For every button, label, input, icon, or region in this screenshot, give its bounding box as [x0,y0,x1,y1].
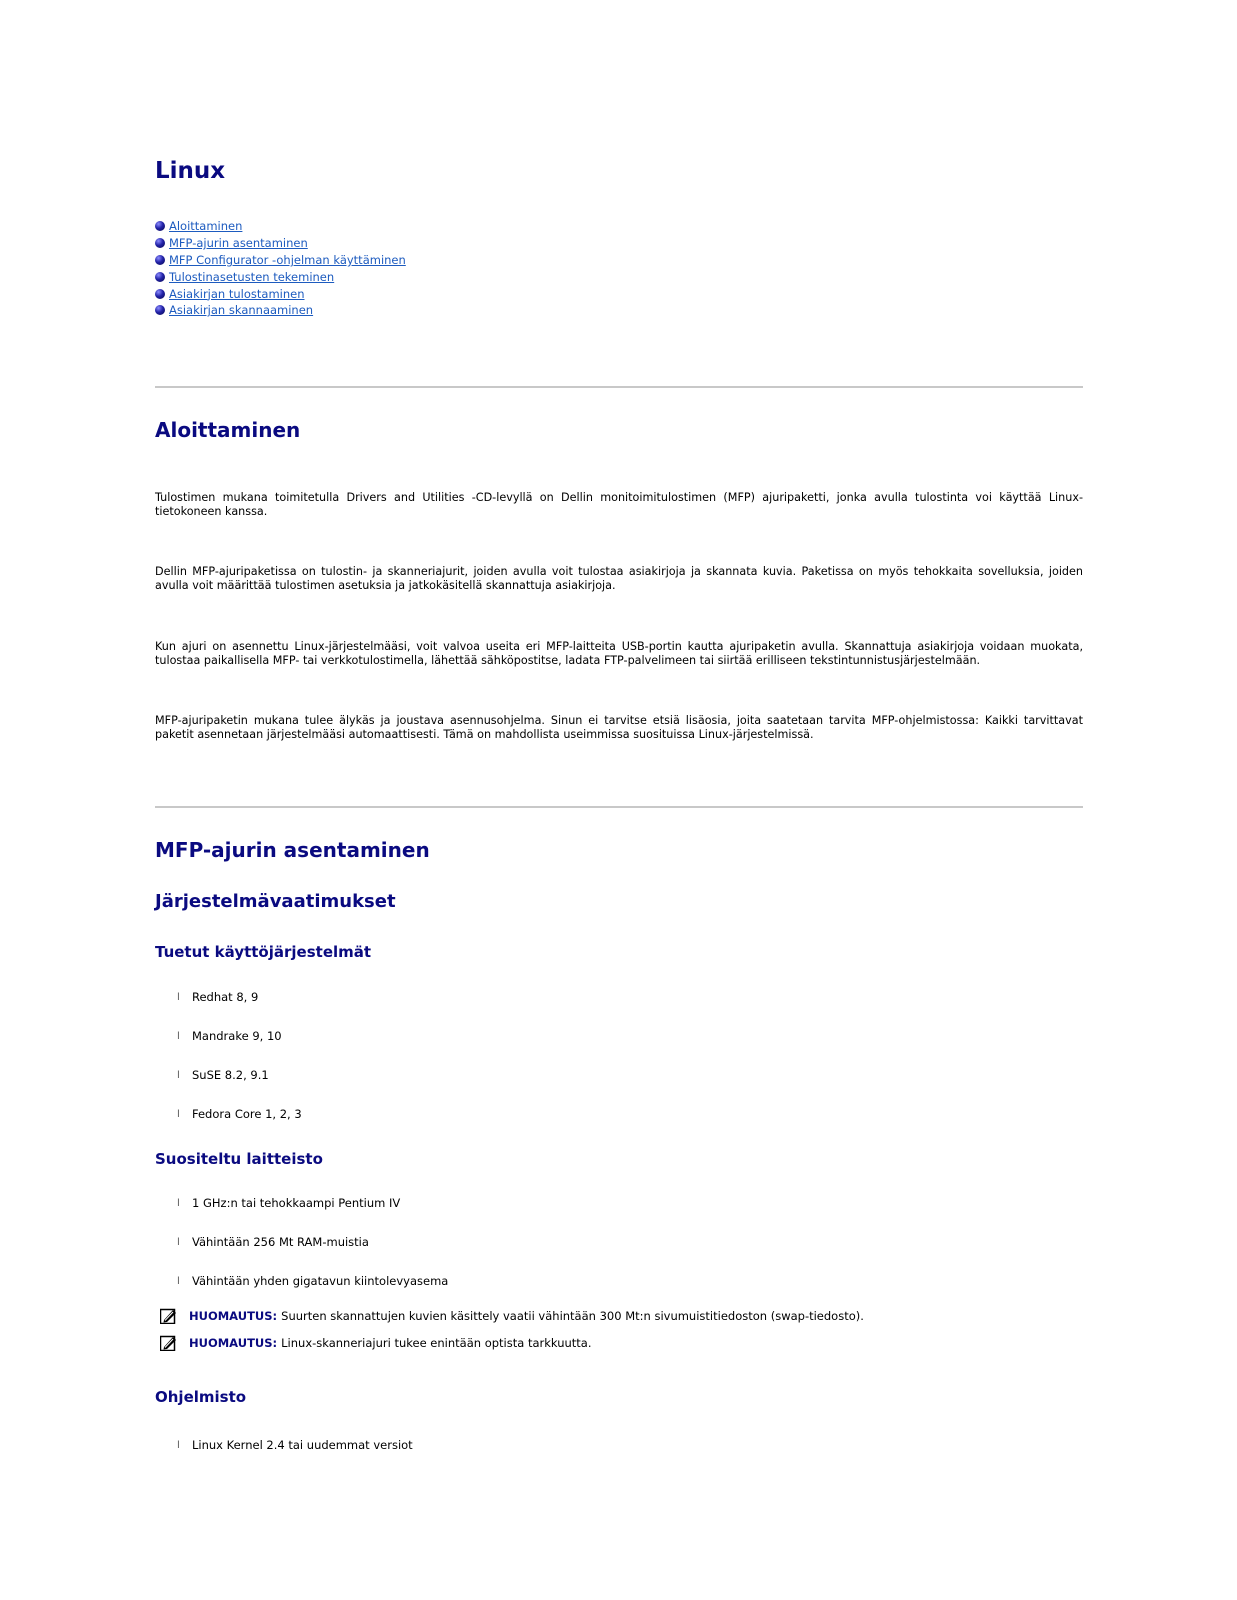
list-item: l Linux Kernel 2.4 tai uudemmat versiot [177,1438,413,1452]
toc-link-asiakirjan-skannaaminen[interactable]: Asiakirjan skannaaminen [169,303,314,318]
list-marker: l [177,1236,180,1248]
paragraph: Kun ajuri on asennettu Linux-järjestelmääsi, voit valvoa useita eri MFP-laitteita USB-portin kautta ajuripaketin avulla. Skannattuja asiakirjoja voidaan muokata, tulostaa paikallisella MFP- tai verkkotulostimella, lähettää sähköpostitse, ladata FTP-palvelimeen tai siirtää erilliseen tekstintunnistusjärjestelmään. [155,640,1083,667]
toc-link-aloittaminen[interactable]: Aloittaminen [169,219,243,234]
bullet-icon [155,238,165,248]
toc-item [155,252,406,269]
note [160,1334,592,1351]
toc-item [155,218,406,235]
toc-item [155,268,406,285]
toc-item [155,285,406,302]
bullet-icon [155,272,165,282]
toc-link-tulostinasetukset[interactable]: Tulostinasetusten tekeminen [169,269,335,284]
toc-link-asiakirjan-tulostaminen[interactable]: Asiakirjan tulostaminen [169,286,305,301]
table-of-contents [155,218,406,319]
list-item: l Redhat 8, 9 [177,990,259,1004]
list-marker: l [177,1030,180,1042]
toc-link-mfp-ajurin-asentaminen[interactable]: MFP-ajurin asentaminen [169,236,308,251]
section-heading-aloittaminen: Aloittaminen [155,418,301,442]
bullet-icon [155,255,165,265]
bullet-icon [155,221,165,231]
list-item: l Fedora Core 1, 2, 3 [177,1107,302,1121]
list-marker: l [177,1069,180,1081]
note-text: Suurten skannattujen kuvien käsittely vaatii vähintään 300 Mt:n sivumuistitiedoston (swap-tiedosto). [281,1308,864,1323]
paragraph: Tulostimen mukana toimitetulla Drivers and Utilities -CD-levyllä on Dellin monitoimitulostimen (MFP) ajuripaketti, jonka avulla tulostinta voi käyttää Linux-tietokoneen kanssa. [155,491,1083,518]
bullet-icon [155,289,165,299]
note [160,1307,864,1324]
list-marker: l [177,1439,180,1451]
note-label: HUOMAUTUS: [189,1308,278,1323]
list-item: l Mandrake 9, 10 [177,1029,282,1043]
list-item: l SuSE 8.2, 9.1 [177,1068,269,1082]
subheading-suositeltu-laitteisto: Suositeltu laitteisto [155,1150,323,1168]
list-item: l Vähintään yhden gigatavun kiintolevyasema [177,1274,449,1288]
subheading-ohjelmisto: Ohjelmisto [155,1388,247,1406]
subheading-jarjestelmavaatimukset: Järjestelmävaatimukset [155,891,396,912]
section-heading-mfp-ajurin-asentaminen: MFP-ajurin asentaminen [155,838,430,862]
note-text: Linux-skanneriajuri tukee enintään optista tarkkuutta. [281,1335,592,1350]
toc-item [155,235,406,252]
list-item: l Vähintään 256 Mt RAM-muistia [177,1235,369,1249]
paragraph: MFP-ajuripaketin mukana tulee älykäs ja joustava asennusohjelma. Sinun ei tarvitse etsiä lisäosia, joita saatetaan tarvita MFP-ohjelmistossa: Kaikki tarvittavat paketit asennetaan järjestelmääsi automaattisesti. Tämä on mahdollista useimmissa suosituissa Linux-järjestelmissä. [155,714,1083,741]
list-marker: l [177,1197,180,1209]
note-label: HUOMAUTUS: [189,1335,278,1350]
list-marker: l [177,1108,180,1120]
subheading-tuetut-kayttojarjestelmat: Tuetut käyttöjärjestelmät [155,943,372,961]
page-title: Linux [155,158,226,184]
list-marker: l [177,1275,180,1287]
toc-link-mfp-configurator[interactable]: MFP Configurator -ohjelman käyttäminen [169,252,406,267]
list-item: l 1 GHz:n tai tehokkaampi Pentium IV [177,1196,401,1210]
note-pencil-icon [160,1307,177,1324]
section-divider [155,806,1083,808]
list-marker: l [177,991,180,1003]
note-pencil-icon [160,1334,177,1351]
paragraph: Dellin MFP-ajuripaketissa on tulostin- ja skanneriajurit, joiden avulla voit tulostaa asiakirjoja ja skannata kuvia. Paketissa on myös tehokkaita sovelluksia, joiden avulla voit määrittää tulostimen asetuksia ja jatkokäsitellä skannattuja asiakirjoja. [155,565,1083,592]
bullet-icon [155,305,165,315]
section-divider [155,386,1083,388]
toc-item [155,302,406,319]
